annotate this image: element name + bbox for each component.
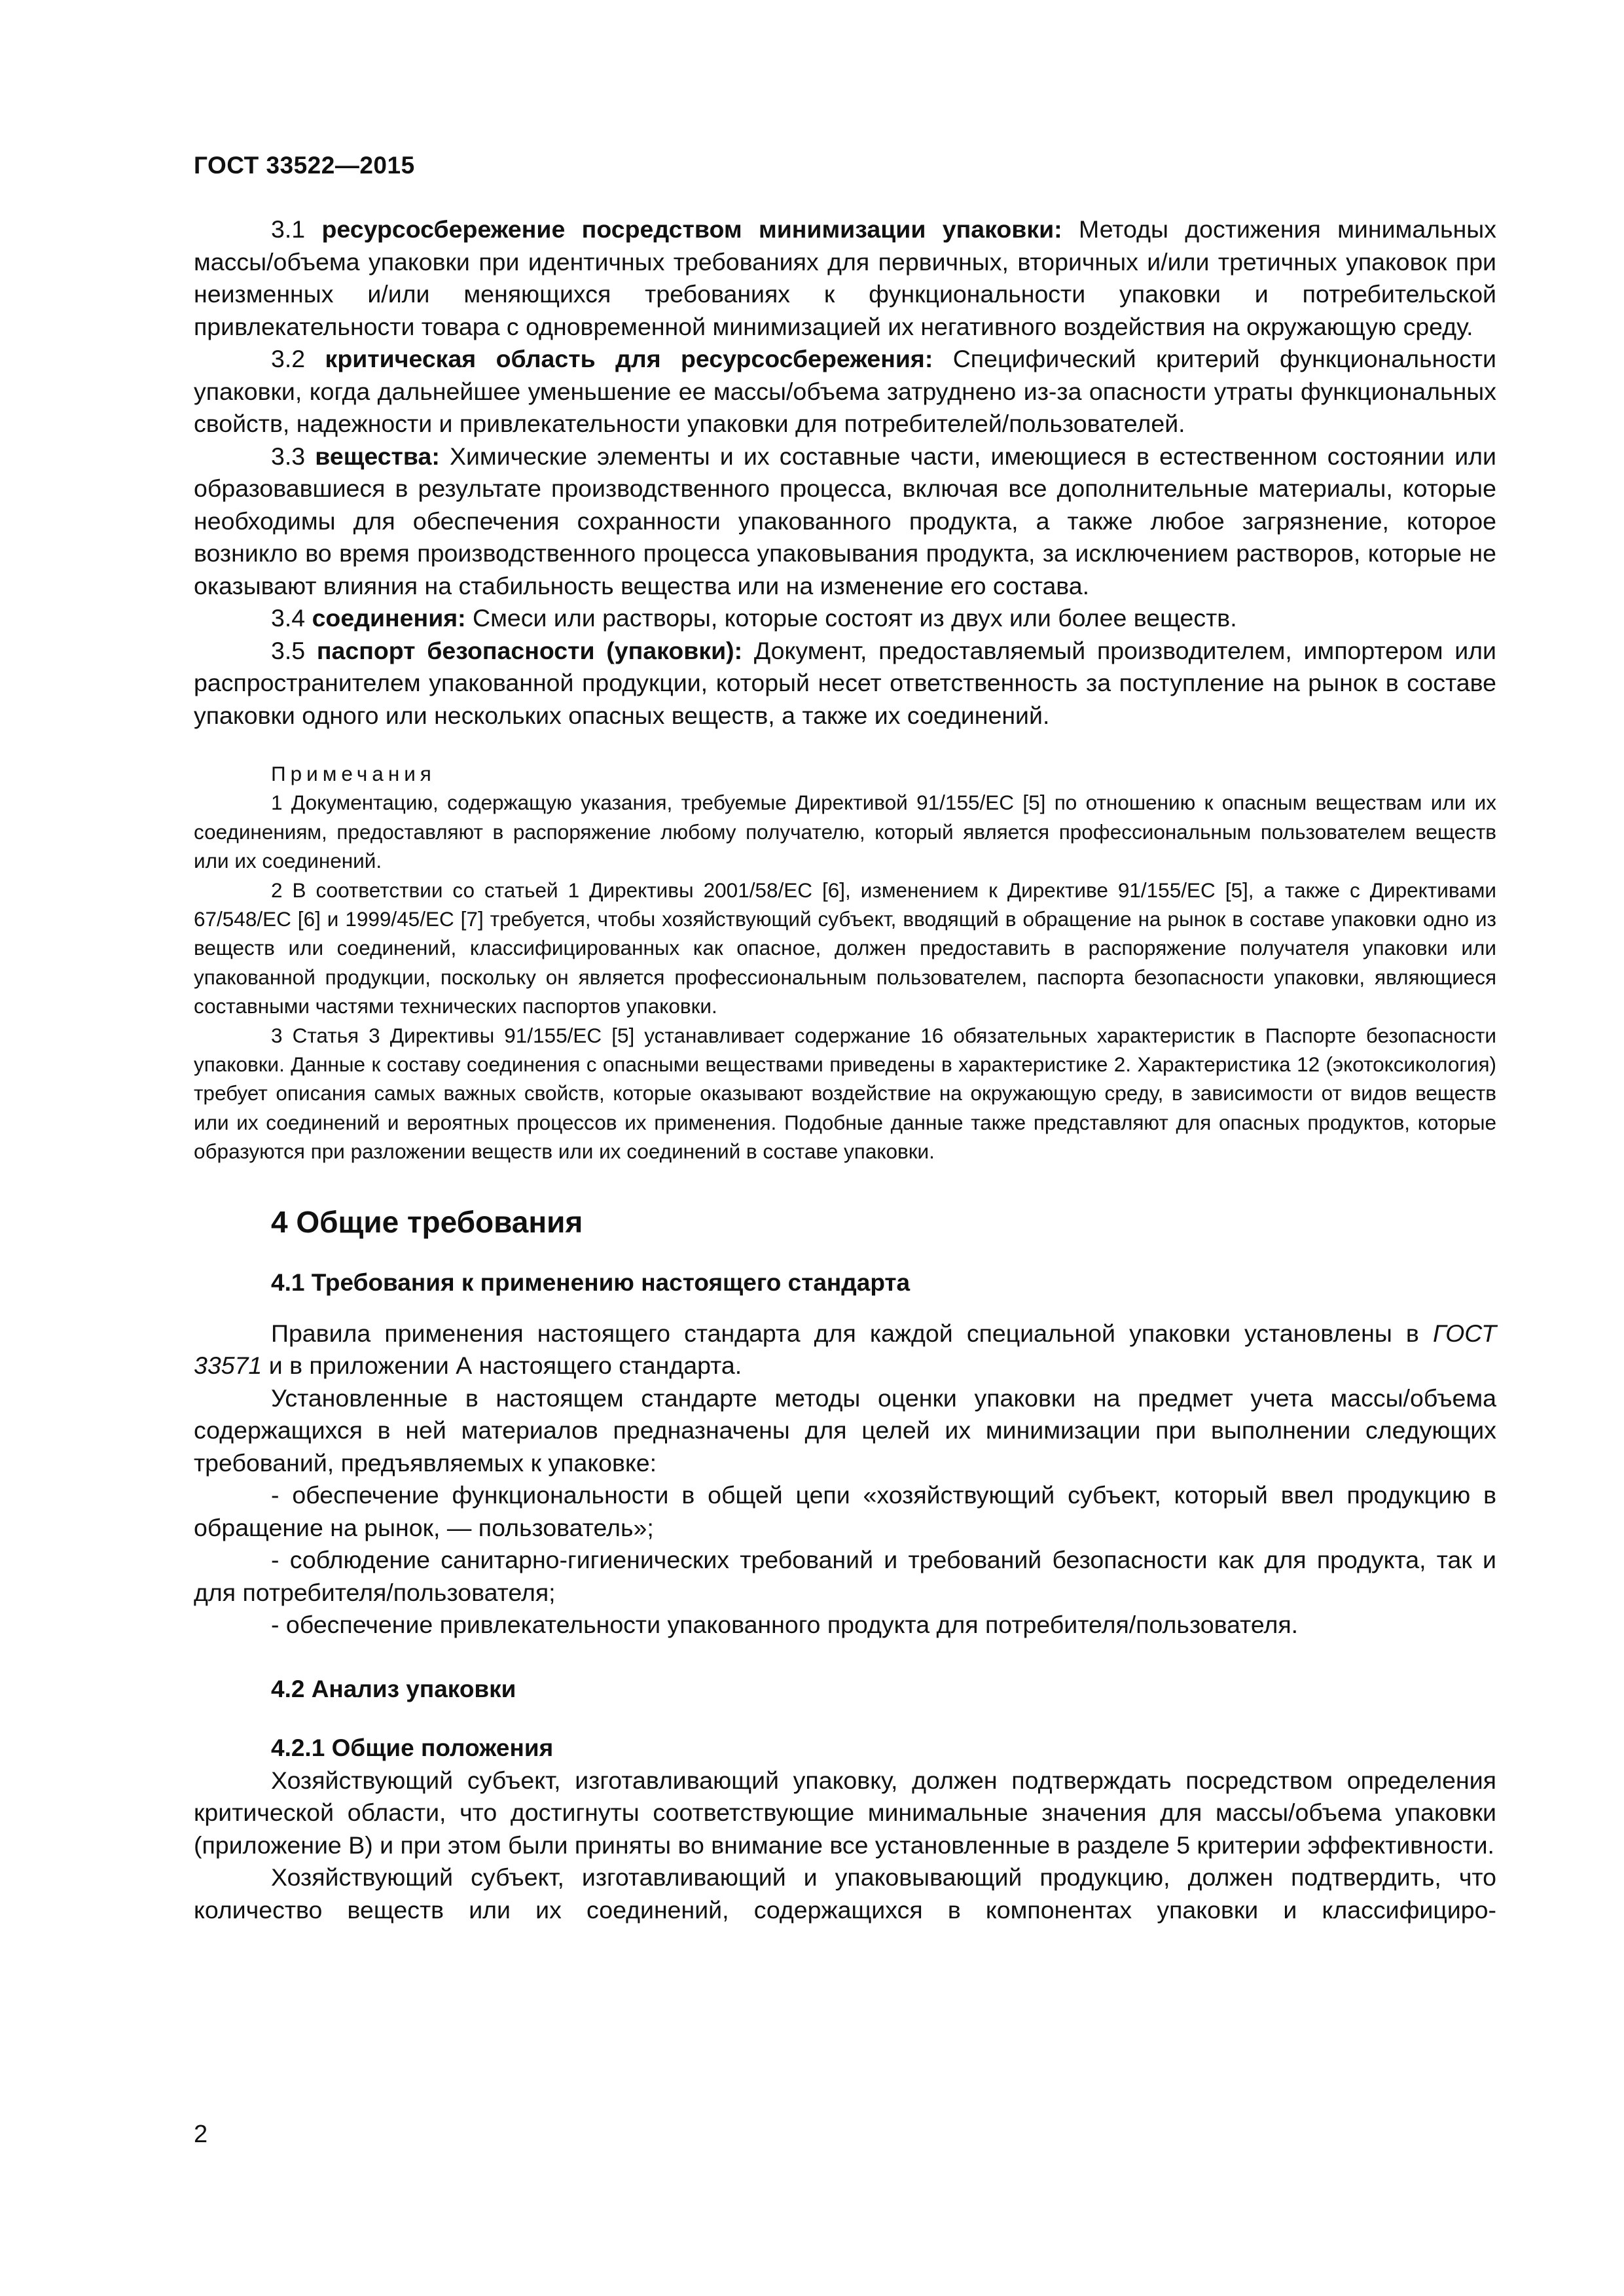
definition-text: Документ, предоставляемый производителем, импортером или распространителем упакованной продукции, который несет ответственность за поступление на рынок в составе упаковки одного или нескольких опасных веществ, а также их соединений. [194,636,1496,729]
definition-number: 3.3 [271,442,306,470]
definition-term: критическая область для ресурсосбережения: [325,345,933,372]
definition-term: вещества: [315,442,440,470]
standard-reference: ГОСТ 33571 [194,1319,1497,1380]
list-item: - обеспечение функциональности в общей цепи «хозяйствующий субъект, который ввел продукцию в обращение на рынок, — пользователь»; [194,1481,1496,1541]
section-4-2-heading: 4.2 Анализ упаковки [271,1675,516,1702]
definition-number: 3.1 [271,215,306,243]
definition-term: соединения: [312,604,466,632]
definition-3-2 [194,343,1496,440]
definition-3-4 [194,602,1496,635]
section-4-2-1-paragraph: Хозяйствующий субъект, изготавливающий и упаковывающий продукцию, должен подтвердить, что количество веществ или их соединений, содержащихся в компонентах упаковки и классифициро- [194,1863,1496,1924]
notes-block [194,759,1496,1166]
note-item: 1 Документацию, содержащую указания, требуемые Директивой 91/155/ЕС [5] по отношению к опасным веществам или их соединениям, предоставляют в распоряжение любому получателю, который является профессиональным пользователем веществ или их соединений. [194,791,1496,873]
definition-3-3 [194,440,1496,603]
document-body [194,213,1496,1926]
section-4-1-paragraph [194,1318,1496,1382]
section-4-2-1-heading: 4.2.1 Общие положения [271,1734,554,1761]
list-item: - соблюдение санитарно-гигиенических требований и требований безопасности как для продукта, так и для потребителя/пользователя; [194,1546,1496,1606]
section-4-1-heading: 4.1 Требования к применению настоящего стандарта [271,1268,911,1296]
definition-text: Специфический критерий функциональности упаковки, когда дальнейшее уменьшение ее массы/объема затруднено из-за опасности утраты функциональных свойств, надежности и привлекательности упаковки для потребителей/пользователей. [194,345,1496,437]
document-header: ГОСТ 33522—2015 [194,152,415,179]
notes-title: Примечания [271,762,436,785]
definition-text: Методы достижения минимальных массы/объема упаковки при идентичных требованиях для первичных, вторичных и/или третичных упаковок при неизменных и/или меняющихся требованиях к функциональности упаковки и потребительской привлекательности товара с одновременной минимизацией их негативного воздействия на окружающую среду. [194,215,1496,340]
definition-text: Химические элементы и их составные части, имеющиеся в естественном состоянии или образовавшиеся в результате производственного процесса, включая все дополнительные материалы, которые необходимы для обеспечения сохранности упакованного продукта, а также любое загрязнение, которое возникло во время производственного процесса упаковывания продукта, за исключением растворов, которые не оказывают влияния на стабильность вещества или на изменение его состава. [194,442,1497,600]
definition-term: ресурсосбережение посредством минимизации упаковки: [321,215,1062,243]
note-item: 3 Статья 3 Директивы 91/155/ЕС [5] устанавливает содержание 16 обязательных характеристик в Паспорте безопасности упаковки. Данные к составу соединения с опасными веществами приведены в характеристике 2. Характеристика 12 (экотоксикология) требует описания самых важных свойств, которые оказывают воздействие на окружающую среду, в зависимости от видов веществ или их соединений и вероятных процессов их применения. Подобные данные также представляют для опасных продуктов, которые образуются при разложении веществ или их соединений в составе упаковки. [194,1023,1496,1164]
section-4-1-paragraph: Установленные в настоящем стандарте методы оценки упаковки на предмет учета массы/объема содержащихся в ней материалов предназначены для целей их минимизации при выполнении следующих требований, предъявляемых к упаковке: [194,1384,1496,1477]
list-item: - обеспечение привлекательности упакованного продукта для потребителя/пользователя. [271,1611,1299,1639]
definition-3-5 [194,635,1496,732]
page-number: 2 [194,2121,208,2148]
paragraph-text: Правила применения настоящего стандарта для каждой специальной упаковки установлены в [271,1319,1419,1347]
definition-text: Смеси или растворы, которые состоят из двух или более веществ. [473,604,1237,632]
paragraph-text: и в приложении А настоящего стандарта. [268,1352,742,1380]
definition-term: паспорт безопасности (упаковки): [316,636,743,664]
definition-number: 3.4 [271,604,306,632]
definition-3-1 [194,213,1496,343]
section-4-2-1-paragraph: Хозяйствующий субъект, изготавливающий упаковку, должен подтверждать посредством определения критической области, что достигнуты соответствующие минимальные значения для массы/объема упаковки (приложение В) и при этом были приняты во внимание все установленные в разделе 5 критерии эффективности. [194,1766,1496,1859]
section-4-heading: 4 Общие требования [271,1204,583,1239]
note-item: 2 В соответствии со статьей 1 Директивы 2001/58/ЕС [6], изменением к Директиве 91/155/ЕС [5], а также с Директивами 67/548/ЕС [6] и 1999/45/ЕС [7] требуется, чтобы хозяйствующий субъект, вводящий в обращение на рынок в составе упаковки одно из веществ или соединений, классифицированных как опасное, должен предоставить в распоряжение получателя упаковки или упакованной продукции, поскольку он является профессиональным пользователем, паспорта безопасности упаковки, являющиеся составными частями технических паспортов упаковки. [194,878,1496,1018]
definition-number: 3.5 [271,636,306,664]
definition-number: 3.2 [271,345,306,372]
